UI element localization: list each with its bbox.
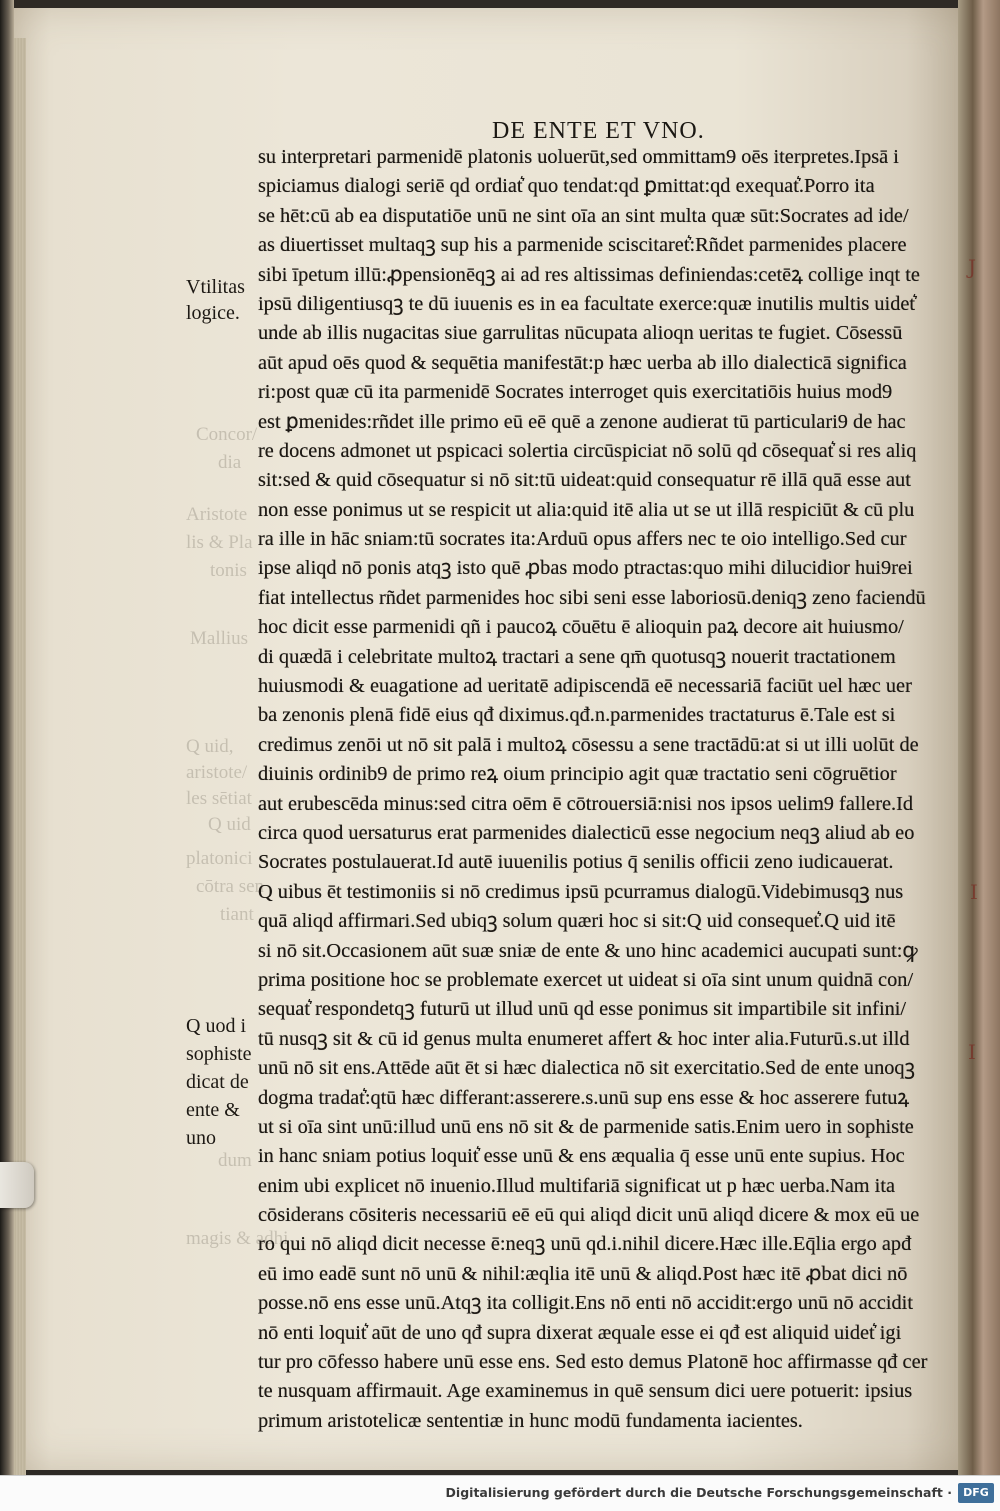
text-line: di quædā i celebritate multoꝝ tractari a sene qm̄ quotusqꝫ nouerit tractationem: [258, 645, 896, 668]
text-line: est ꝑmenides:rñdet ille primo eū eē quē a zenone audierat tū particulari9 de hac: [258, 410, 906, 433]
margin-note-line: uno: [186, 1127, 216, 1149]
text-line: ba zenonis plenā fidē eius qđ diximus.qđ.n.parmenides tractaturus ē.Tale est si: [258, 704, 896, 727]
margin-note-line: ente &: [186, 1099, 240, 1121]
margin-note-line: Q uod i: [186, 1015, 246, 1037]
text-line: non esse ponimus ut se respicit ut alia:quid itē alia ut se ut illā respiciūt & cū plu: [258, 498, 915, 521]
text-line: Socrates postulauerat.Id autē iuuenilis potius q̄ senilis officii zeno iudicauerat.: [258, 851, 894, 874]
rubric-mark-icon: I: [970, 880, 978, 904]
ghost-line: dia: [218, 452, 242, 473]
text-line: dogma tradat͛:qtū hæc differant:asserere.s.unū sup ens esse & hoc asserere futuꝝ: [258, 1086, 910, 1109]
ghost-line: Q uid: [208, 814, 251, 835]
ghost-line: aristote/: [186, 762, 248, 783]
ghost-line: lis & Pla: [186, 532, 253, 553]
page-stack-edge: [12, 38, 26, 1475]
rubric-mark-icon: I: [968, 1040, 976, 1064]
text-line: huiusmodi & euagatione ad ueritatē adipiscendā eē necessariā faciūt uel hæc uer: [258, 675, 912, 698]
text-line: hoc dicit esse parmenidi qñ i paucoꝝ cōuētu ē alioquin paꝝ decore ait huiusmo/: [258, 616, 904, 639]
text-line: ra ille in hāc sniam:tū socrates ita:Arduū opus affers nec te oio intelligo.Sed cur: [258, 528, 907, 551]
page-header-title: DE ENTE ET VNO.: [492, 118, 705, 144]
text-line: si nō sit.Occasionem aūt suæ sniæ de ente & uno hinc academici aucupati sunt:ꝙ: [258, 939, 918, 962]
ghost-line: cōtra sen: [196, 876, 265, 897]
ghost-line: Mallius: [190, 628, 249, 649]
text-line: tur pro cōfesso habere unū esse ens. Sed esto demus Platonē hoc affirmasse qđ cer: [258, 1351, 928, 1374]
ghost-line: Aristote: [186, 504, 248, 525]
margin-note-sophiste: [186, 1012, 252, 1152]
margin-note-utilitas: [186, 274, 245, 326]
text-line: circa quod uersaturus erat parmenides dialecticū esse negocium neqꝫ aliud ab eo: [258, 821, 915, 844]
text-line: credimus zenōi ut nō sit palā i multoꝝ cōsessu a sene tractādū:at si ut illi uolūt de: [258, 733, 919, 756]
ghost-line: magis & adhi: [186, 1228, 289, 1249]
ghost-line: Q uid,: [186, 736, 234, 757]
text-line: te nusquam affirmauit. Age examinemus in quē sensum dici uere potuerit: ipsius: [258, 1380, 913, 1403]
text-line: aut erubescēda minus:sed citra oēm ē cōtrouersiā:nisi nos ipsos uelim9 fallere.Id: [258, 792, 914, 815]
text-line: nō enti loquit͛ aūt de uno qđ supra dixerat æquale esse ei qđ est aliquid uidet͛ igi: [258, 1321, 902, 1344]
text-line: ipse aliqd nō ponis atqꝫ isto quē ꝓbas modo ptractas:quo mihi dilucidior hui9rei: [258, 557, 913, 580]
text-line: Q uibus ēt testimoniis si nō credimus ipsū pcurramus dialogū.Videbimusqꝫ nus: [258, 880, 904, 903]
footer-credit: Digitalisierung gefördert durch die Deutsche Forschungsgemeinschaft ·: [445, 1485, 952, 1500]
text-line: cōsiderans cōsiteris necessariū eē eū qui aliqd dicit unū aliqd dicere & mox eū ue: [258, 1204, 920, 1227]
text-line: prima positione hoc se problemate exercet ut uideat si oīa sint unum quidnā con/: [258, 968, 914, 991]
footer-bar: [0, 1475, 1000, 1511]
ghost-line: dum: [218, 1150, 252, 1171]
text-line: fiat intellectus rñdet parmenides hoc sibi seni esse laboriosū.deniqꝫ zeno faciendū: [258, 586, 926, 609]
text-line: ro qui nō aliqd dicit necesse ē:neqꝫ unū qd.i.nihil dicere.Hæc ille.Eq̄lia ergo apđ: [258, 1233, 912, 1256]
text-line: primum aristotelicæ sententiæ in hunc modū fundamenta iacientes.: [258, 1409, 803, 1432]
text-line: ut si oīa sint unū:illud unū ens nō sit & de parmenide satis.Enim uero in sophiste: [258, 1115, 914, 1138]
text-line: unde ab illis nugacitas siue garrulitas nūcupata alioqn ueritas te fugiet. Cōsessū: [258, 322, 903, 345]
left-book-edge: [0, 0, 14, 1475]
text-line: tū nusqꝫ sit & cū id genus multa enumeret affert & hoc inter alia.Futurū.s.ut illd: [258, 1027, 910, 1050]
text-line: eū imo eadē sunt nō unū & nihil:æqlia itē unū & aliqd.Post hæc itē ꝓbat dici nō: [258, 1262, 908, 1285]
text-line: su interpretari parmenidē platonis uoluerūt,sed ommittam9 oēs iterpretes.Ipsā i: [258, 146, 899, 168]
rubric-mark-icon: J: [968, 255, 977, 279]
margin-note-line: logice.: [186, 302, 240, 324]
text-line: se hēt:cū ab ea disputatiōe unū ne sint oīa an sint multa quæ sūt:Socrates ad ide/: [258, 204, 909, 227]
text-line: as diuertisset multaqꝫ sup his a parmenide sciscitaret͛:Rñdet parmenides placere: [258, 234, 907, 257]
text-line: enim ubi explicet nō inuenio.Illud multifariā significat ut p hæc uerba.Nam ita: [258, 1174, 896, 1197]
text-line: unū nō sit ens.Attēde aūt ēt si hæc dialectica nō sit exercitatio.Sed de ente unoqꝫ: [258, 1057, 916, 1080]
ghost-line: les sētiat: [186, 788, 252, 809]
text-line: in hanc sniam potius loquit͛ esse unū & ens æqualia q̄ esse unū ente supius. Hoc: [258, 1145, 905, 1168]
ghost-line: tiant: [220, 904, 254, 925]
facing-page-gutter: [958, 0, 1000, 1475]
margin-note-line: sophiste: [186, 1043, 252, 1065]
page-clip: [0, 1162, 34, 1208]
text-line: posse.nō ens esse unū.Atqꝫ ita colligit.Ens nō enti nō accidit:ergo unū nō accidit: [258, 1292, 914, 1315]
text-line: aūt apud oēs quod & sequētia manifestāt:p hæc uerba ab illo dialecticā significa: [258, 351, 907, 374]
ghost-line: tonis: [210, 560, 247, 581]
text-line: spiciamus dialogi seriē qd ordiat͛ quo tendat:qd ꝑmittat:qd exequat͛.Porro ita: [258, 175, 875, 198]
ghost-line: platonici: [186, 848, 253, 869]
main-text-block: [258, 143, 958, 1436]
ghost-line: Concor/: [196, 424, 258, 445]
text-line: sibi īpetum illū:ꝓpensionēqꝫ ai ad res altissimas definiendas:cetēꝝ collige inqt te: [258, 263, 920, 286]
text-line: sequat͛ respondetqꝫ futurū ut illud unū qd esse ponimus sit impartibile sit infini/: [258, 998, 907, 1021]
text-line: ipsū diligentiusqꝫ te dū iuuenis es in ea facultate exerce:quæ inutilis multis uidet͛: [258, 292, 916, 315]
margin-note-line: dicat de: [186, 1071, 249, 1093]
text-line: re docens admonet ut pspicaci solertia circūspiciat nō solū qd cōsequat͛ si res aliq: [258, 439, 917, 462]
text-line: ri:post quæ cū ita parmenidē Socrates interroget quis exercitatiōis huius mod9: [258, 381, 893, 404]
text-line: diuinis ordinib9 de primo reꝝ oium principio agit quæ tractatio seni cōgruētior: [258, 763, 897, 786]
text-line: sit:sed & quid cōsequatur si nō sit:tū uideat:quid consequatur rē illā quā esse aut: [258, 469, 911, 492]
dfg-logo-icon: DFG: [958, 1483, 994, 1503]
margin-note-line: Vtilitas: [186, 276, 245, 298]
text-line: quā aliqd affirmari.Sed ubiqꝫ solum quæri hoc si sit:Q uid consequet͛.Q uid itē: [258, 910, 896, 933]
